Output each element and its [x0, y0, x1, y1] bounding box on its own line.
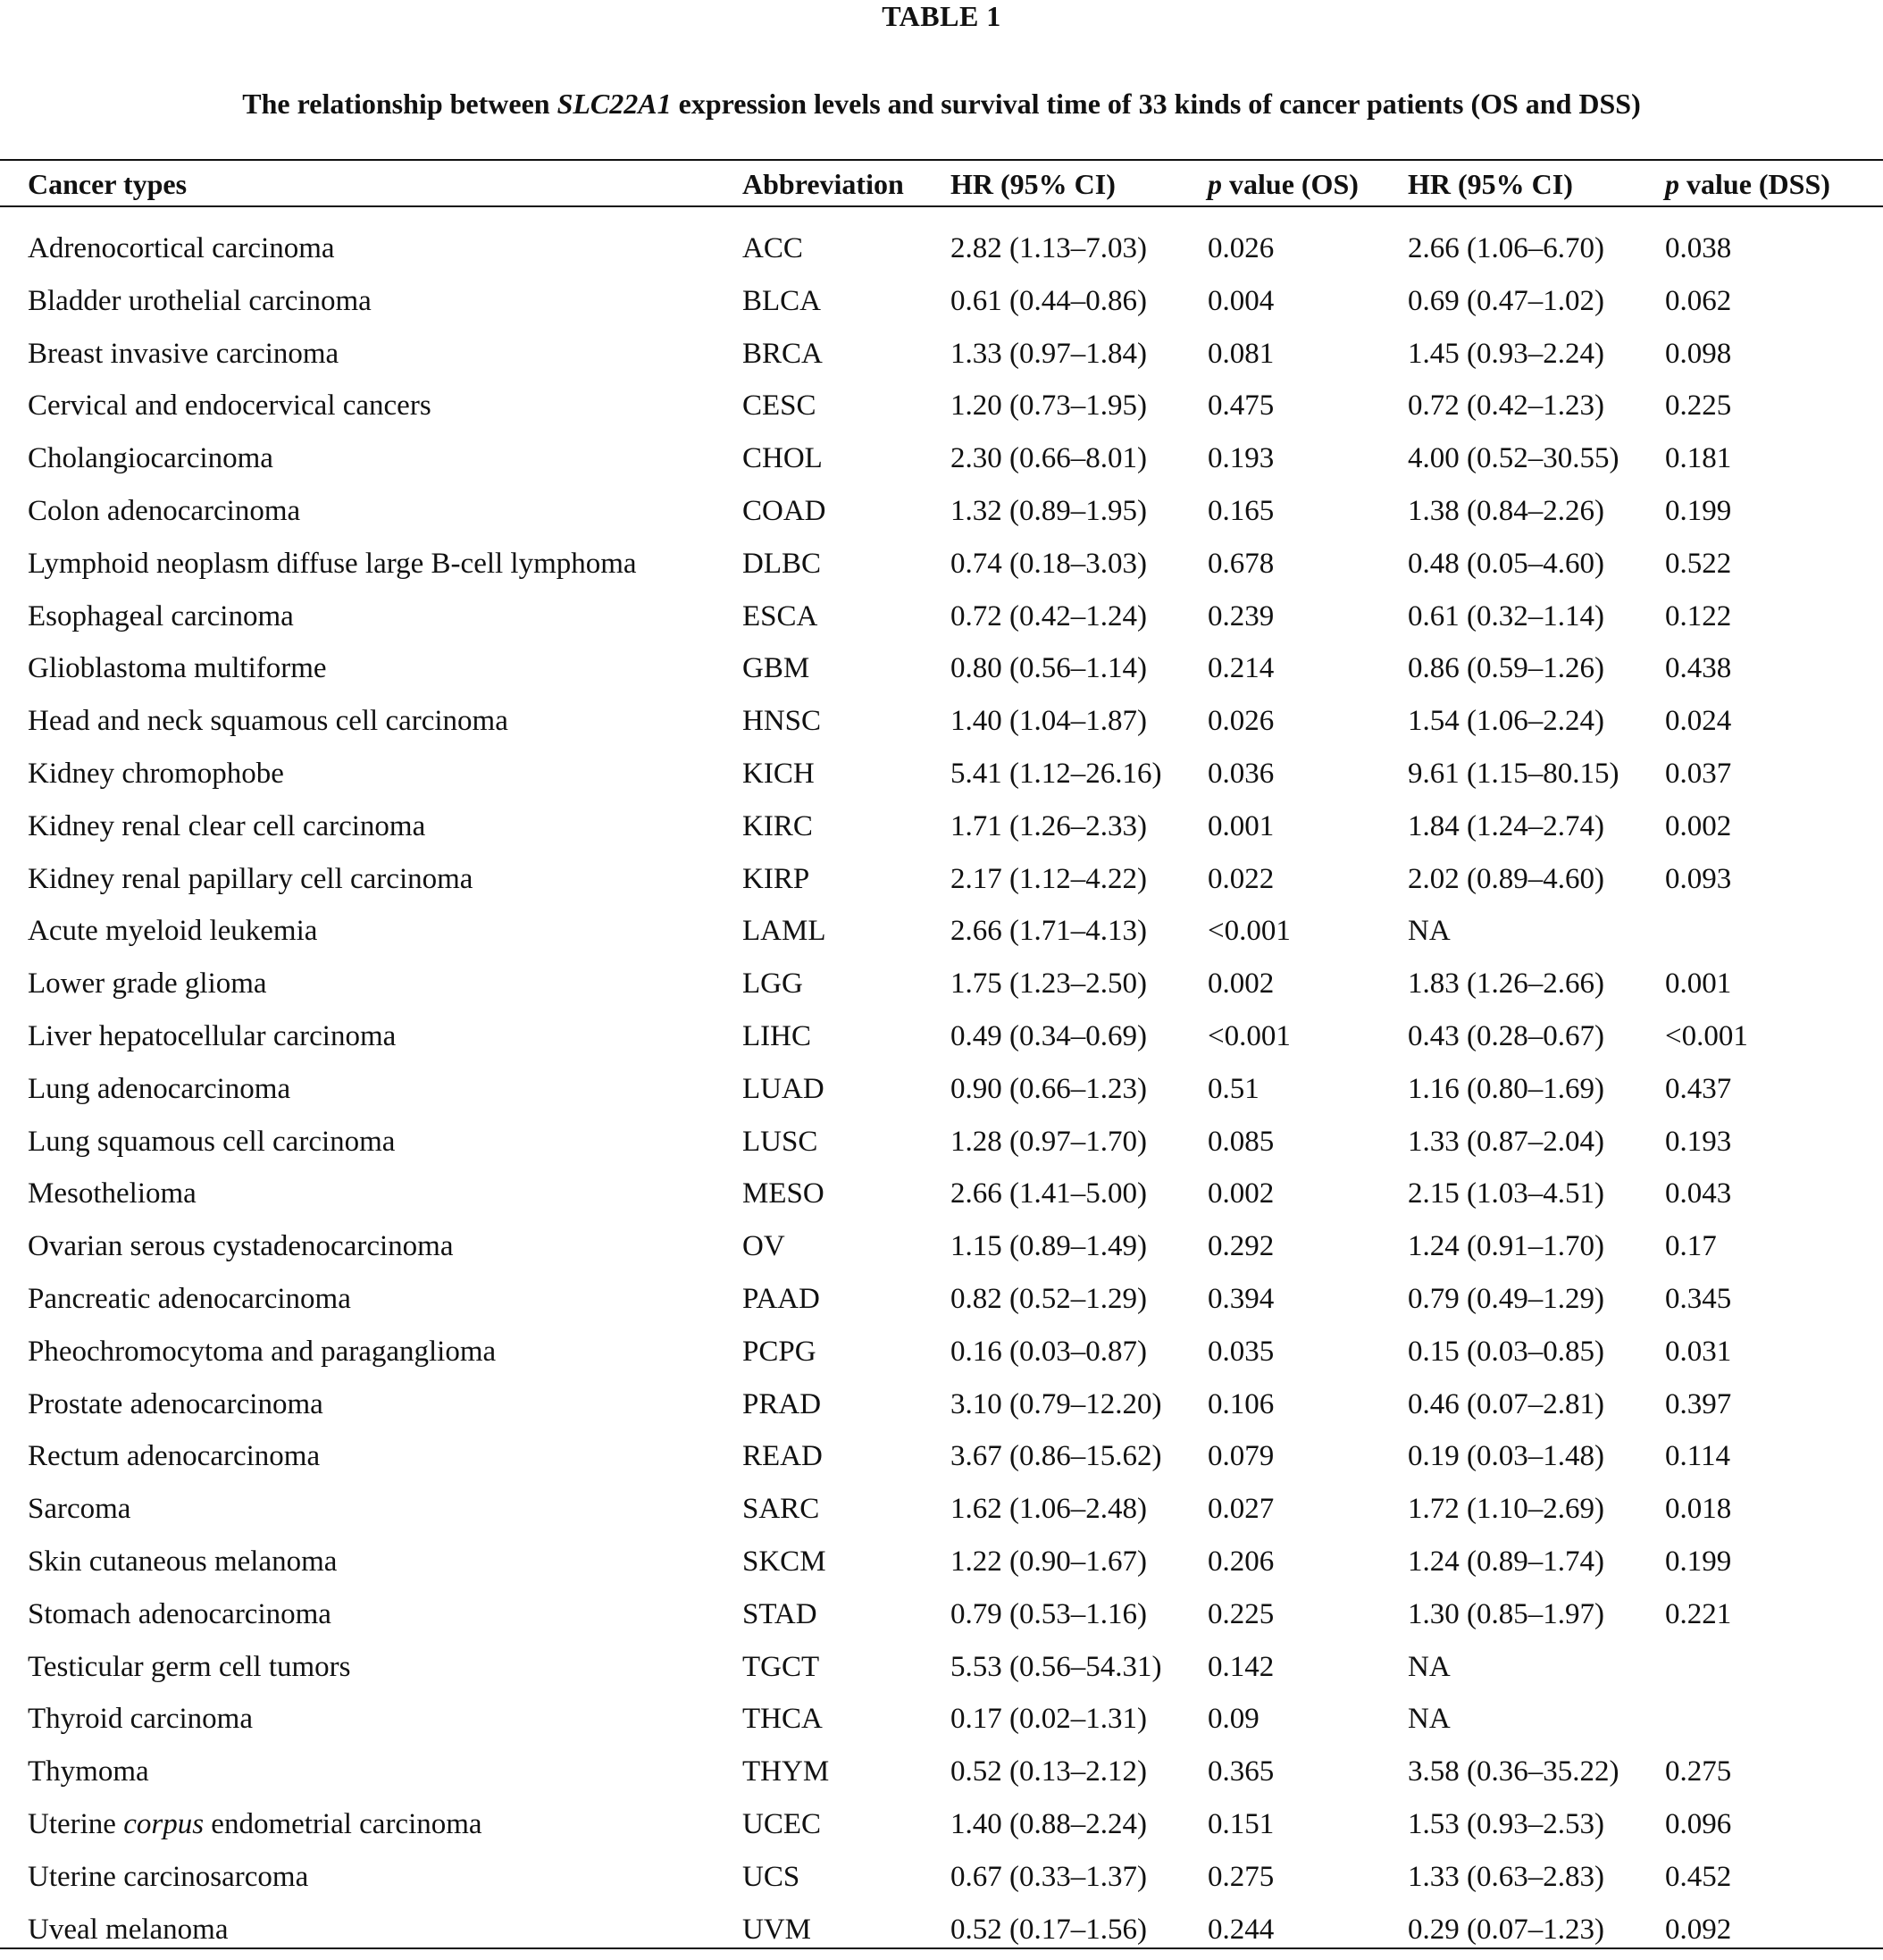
table-row [0, 1908, 1883, 1960]
cancer-type-text: Skin cutaneous melanoma [28, 1545, 337, 1578]
cancer-type-text: Lymphoid neoplasm diffuse large B-cell lymphoma [28, 548, 637, 580]
table-caption [0, 86, 1883, 121]
cell-p-value-dss: 0.093 [1665, 858, 1731, 900]
table-row [0, 280, 1883, 332]
cell-cancer-type [28, 1487, 130, 1530]
cell-abbreviation: LUSC [742, 1120, 817, 1163]
cell-p-value-dss: 0.098 [1665, 332, 1731, 375]
cell-hr-os: 0.52 (0.13–2.12) [950, 1750, 1147, 1793]
cell-abbreviation: CHOL [742, 437, 823, 480]
caption-suffix: expression levels and survival time of 33 kinds of cancer patients (OS and DSS) [672, 88, 1641, 120]
cell-p-value-os: <0.001 [1208, 909, 1291, 952]
header-hr-dss: HR (95% CI) [1408, 164, 1573, 204]
cell-hr-os: 5.41 (1.12–26.16) [950, 752, 1161, 795]
cell-p-value-os: 0.678 [1208, 542, 1274, 585]
table-header-row [0, 164, 1883, 204]
cell-abbreviation: UCS [742, 1855, 799, 1898]
header-p-dss-rest: value (DSS) [1679, 168, 1830, 200]
cell-abbreviation: HNSC [742, 699, 821, 742]
cell-hr-os: 0.17 (0.02–1.31) [950, 1697, 1147, 1740]
cell-p-value-dss: 0.199 [1665, 1540, 1731, 1583]
cell-p-value-dss: 0.345 [1665, 1277, 1731, 1320]
cell-hr-os: 0.16 (0.03–0.87) [950, 1330, 1147, 1373]
cell-p-value-os: 0.002 [1208, 962, 1274, 1005]
cell-p-value-os: 0.214 [1208, 647, 1274, 690]
cell-hr-dss: 2.15 (1.03–4.51) [1408, 1172, 1604, 1215]
header-p-value-os [1208, 164, 1359, 204]
cell-hr-os: 1.71 (1.26–2.33) [950, 805, 1147, 848]
cancer-type-text: Cholangiocarcinoma [28, 442, 273, 474]
cell-hr-os: 3.67 (0.86–15.62) [950, 1435, 1161, 1478]
cell-p-value-os: 0.365 [1208, 1750, 1274, 1793]
table-row [0, 962, 1883, 1015]
cell-cancer-type [28, 1277, 351, 1320]
table-row [0, 542, 1883, 595]
table-row [0, 858, 1883, 910]
cell-cancer-type [28, 227, 335, 270]
cell-cancer-type [28, 647, 327, 690]
cell-hr-os: 1.20 (0.73–1.95) [950, 384, 1147, 427]
cell-cancer-type [28, 384, 431, 427]
cancer-type-text: Rectum adenocarcinoma [28, 1440, 320, 1472]
cell-p-value-os: 0.085 [1208, 1120, 1274, 1163]
cancer-type-text: Ovarian serous cystadenocarcinoma [28, 1230, 453, 1262]
cancer-type-text: Bladder urothelial carcinoma [28, 285, 372, 317]
header-p-os-rest: value (OS) [1222, 168, 1359, 200]
cell-hr-dss: 0.69 (0.47–1.02) [1408, 280, 1604, 322]
cancer-type-text: Lung adenocarcinoma [28, 1073, 290, 1105]
cell-cancer-type [28, 542, 637, 585]
cell-p-value-dss: 0.092 [1665, 1908, 1731, 1951]
cell-hr-os: 0.52 (0.17–1.56) [950, 1908, 1147, 1951]
cancer-type-text: Kidney renal clear cell carcinoma [28, 810, 425, 842]
table-row [0, 1435, 1883, 1487]
cell-hr-os: 0.82 (0.52–1.29) [950, 1277, 1147, 1320]
cell-cancer-type [28, 1435, 320, 1478]
cancer-type-text: Prostate adenocarcinoma [28, 1388, 323, 1420]
cell-hr-os: 0.61 (0.44–0.86) [950, 280, 1147, 322]
table-row [0, 490, 1883, 542]
cell-p-value-os: 0.106 [1208, 1383, 1274, 1426]
table-row [0, 909, 1883, 962]
cell-p-value-dss: 0.096 [1665, 1803, 1731, 1846]
cell-p-value-dss: 0.122 [1665, 595, 1731, 638]
cell-p-value-dss: 0.002 [1665, 805, 1731, 848]
cancer-type-text: Uterine carcinosarcoma [28, 1861, 308, 1893]
cell-p-value-os: 0.151 [1208, 1803, 1274, 1846]
cell-p-value-dss: 0.038 [1665, 227, 1731, 270]
cell-abbreviation: KIRP [742, 858, 809, 900]
table-row [0, 1750, 1883, 1803]
cell-abbreviation: LIHC [742, 1015, 811, 1058]
cell-hr-dss: 0.29 (0.07–1.23) [1408, 1908, 1604, 1951]
cell-p-value-dss: 0.024 [1665, 699, 1731, 742]
cell-p-value-dss: 0.043 [1665, 1172, 1731, 1215]
cell-cancer-type [28, 1330, 496, 1373]
table-header-rule [0, 205, 1883, 207]
cell-hr-os: 1.22 (0.90–1.67) [950, 1540, 1147, 1583]
cell-p-value-dss: 0.001 [1665, 962, 1731, 1005]
cell-hr-dss: 1.72 (1.10–2.69) [1408, 1487, 1604, 1530]
cancer-type-text: Sarcoma [28, 1493, 130, 1525]
cancer-type-text: Mesothelioma [28, 1177, 197, 1210]
cell-hr-dss: 3.58 (0.36–35.22) [1408, 1750, 1619, 1793]
cell-p-value-dss: 0.522 [1665, 542, 1731, 585]
cancer-type-text: Lower grade glioma [28, 967, 267, 1000]
cell-hr-os: 0.72 (0.42–1.24) [950, 595, 1147, 638]
cell-cancer-type [28, 752, 284, 795]
cell-p-value-os: 0.022 [1208, 858, 1274, 900]
header-p-dss-italic: p [1665, 168, 1679, 200]
cell-hr-dss: 9.61 (1.15–80.15) [1408, 752, 1619, 795]
table-row [0, 1803, 1883, 1855]
cell-hr-dss: 1.24 (0.89–1.74) [1408, 1540, 1604, 1583]
cell-p-value-os: 0.004 [1208, 280, 1274, 322]
table-row [0, 1120, 1883, 1173]
cell-hr-dss: 1.16 (0.80–1.69) [1408, 1068, 1604, 1110]
caption-prefix: The relationship between [242, 88, 557, 120]
cell-p-value-os: 0.193 [1208, 437, 1274, 480]
cell-p-value-dss: 0.221 [1665, 1593, 1731, 1636]
cell-hr-os: 0.74 (0.18–3.03) [950, 542, 1147, 585]
cell-p-value-os: 0.09 [1208, 1697, 1260, 1740]
cell-abbreviation: COAD [742, 490, 826, 532]
cell-hr-dss: 1.53 (0.93–2.53) [1408, 1803, 1604, 1846]
cell-p-value-os: 0.027 [1208, 1487, 1274, 1530]
cell-cancer-type [28, 1593, 331, 1636]
table-row [0, 332, 1883, 385]
cell-abbreviation: ESCA [742, 595, 817, 638]
cell-abbreviation: DLBC [742, 542, 821, 585]
cancer-type-text: Kidney renal papillary cell carcinoma [28, 863, 473, 895]
cell-p-value-os: 0.275 [1208, 1855, 1274, 1898]
cell-p-value-os: 0.225 [1208, 1593, 1274, 1636]
cell-hr-dss: 1.30 (0.85–1.97) [1408, 1593, 1604, 1636]
cell-hr-dss: 0.61 (0.32–1.14) [1408, 595, 1604, 638]
cell-cancer-type [28, 1225, 453, 1268]
cell-hr-dss: 1.45 (0.93–2.24) [1408, 332, 1604, 375]
cell-p-value-dss: 0.438 [1665, 647, 1731, 690]
table-row [0, 1015, 1883, 1068]
cell-hr-os: 2.30 (0.66–8.01) [950, 437, 1147, 480]
cell-hr-os: 2.82 (1.13–7.03) [950, 227, 1147, 270]
cell-p-value-os: 0.244 [1208, 1908, 1274, 1951]
cell-hr-dss: 1.33 (0.63–2.83) [1408, 1855, 1604, 1898]
cell-hr-os: 0.90 (0.66–1.23) [950, 1068, 1147, 1110]
table-row [0, 699, 1883, 752]
cell-p-value-dss: 0.17 [1665, 1225, 1717, 1268]
cell-hr-os: 1.15 (0.89–1.49) [950, 1225, 1147, 1268]
cell-p-value-os: 0.394 [1208, 1277, 1274, 1320]
cell-p-value-os: 0.002 [1208, 1172, 1274, 1215]
cell-p-value-dss: 0.181 [1665, 437, 1731, 480]
table-row [0, 227, 1883, 280]
cell-p-value-dss: 0.452 [1665, 1855, 1731, 1898]
cancer-type-text: Colon adenocarcinoma [28, 495, 300, 527]
cell-p-value-dss: 0.114 [1665, 1435, 1730, 1478]
table-row [0, 1225, 1883, 1277]
cell-hr-dss: 1.54 (1.06–2.24) [1408, 699, 1604, 742]
cell-p-value-os: 0.001 [1208, 805, 1274, 848]
cell-abbreviation: SARC [742, 1487, 819, 1530]
cell-hr-os: 2.66 (1.71–4.13) [950, 909, 1147, 952]
cell-cancer-type [28, 699, 508, 742]
table-row [0, 1697, 1883, 1750]
cell-p-value-os: 0.165 [1208, 490, 1274, 532]
cell-abbreviation: LAML [742, 909, 826, 952]
cell-p-value-os: 0.475 [1208, 384, 1274, 427]
cell-p-value-dss: 0.037 [1665, 752, 1731, 795]
cell-abbreviation: THYM [742, 1750, 829, 1793]
cell-hr-os: 2.66 (1.41–5.00) [950, 1172, 1147, 1215]
cancer-type-text: Uterine [28, 1808, 123, 1840]
cell-hr-os: 2.17 (1.12–4.22) [950, 858, 1147, 900]
table-row [0, 805, 1883, 858]
table-row [0, 1855, 1883, 1908]
cell-abbreviation: THCA [742, 1697, 823, 1740]
cell-abbreviation: SKCM [742, 1540, 826, 1583]
table-row [0, 647, 1883, 699]
cell-abbreviation: CESC [742, 384, 816, 427]
cell-abbreviation: BRCA [742, 332, 823, 375]
cell-hr-os: 1.33 (0.97–1.84) [950, 332, 1147, 375]
cell-hr-dss: NA [1408, 1646, 1451, 1688]
cancer-type-text: Pancreatic adenocarcinoma [28, 1283, 351, 1315]
table-body [0, 227, 1883, 1960]
cell-hr-dss: 0.15 (0.03–0.85) [1408, 1330, 1604, 1373]
header-abbreviation: Abbreviation [742, 164, 904, 204]
cell-hr-os: 1.28 (0.97–1.70) [950, 1120, 1147, 1163]
cell-cancer-type [28, 1172, 197, 1215]
cell-abbreviation: GBM [742, 647, 809, 690]
cell-cancer-type [28, 1750, 149, 1793]
cell-hr-dss: 0.48 (0.05–4.60) [1408, 542, 1604, 585]
cell-hr-os: 1.40 (0.88–2.24) [950, 1803, 1147, 1846]
cell-abbreviation: ACC [742, 227, 803, 270]
cell-p-value-os: <0.001 [1208, 1015, 1291, 1058]
cell-abbreviation: PAAD [742, 1277, 820, 1320]
cell-abbreviation: KICH [742, 752, 815, 795]
cell-cancer-type [28, 1540, 337, 1583]
cell-cancer-type [28, 1015, 396, 1058]
cell-cancer-type [28, 1646, 351, 1688]
cell-p-value-dss: 0.018 [1665, 1487, 1731, 1530]
cell-p-value-os: 0.292 [1208, 1225, 1274, 1268]
cell-abbreviation: READ [742, 1435, 823, 1478]
cell-cancer-type [28, 1120, 395, 1163]
table-row [0, 1487, 1883, 1540]
cell-p-value-os: 0.51 [1208, 1068, 1260, 1110]
cancer-type-text: Thymoma [28, 1755, 149, 1788]
cell-cancer-type [28, 332, 339, 375]
header-cancer-types: Cancer types [28, 164, 187, 204]
cell-hr-dss: 0.72 (0.42–1.23) [1408, 384, 1604, 427]
cell-abbreviation: STAD [742, 1593, 817, 1636]
cell-hr-dss: 0.19 (0.03–1.48) [1408, 1435, 1604, 1478]
cell-p-value-os: 0.206 [1208, 1540, 1274, 1583]
cell-p-value-os: 0.081 [1208, 332, 1274, 375]
table-row [0, 1593, 1883, 1646]
cell-p-value-dss: 0.397 [1665, 1383, 1731, 1426]
cell-abbreviation: OV [742, 1225, 785, 1268]
cell-p-value-os: 0.142 [1208, 1646, 1274, 1688]
table-row [0, 1330, 1883, 1383]
cell-hr-os: 5.53 (0.56–54.31) [950, 1646, 1161, 1688]
cell-cancer-type [28, 437, 273, 480]
cell-p-value-os: 0.035 [1208, 1330, 1274, 1373]
cell-p-value-dss: 0.062 [1665, 280, 1731, 322]
cell-cancer-type [28, 805, 425, 848]
cell-hr-os: 1.62 (1.06–2.48) [950, 1487, 1147, 1530]
cell-hr-dss: 0.46 (0.07–2.81) [1408, 1383, 1604, 1426]
cell-hr-dss: 0.86 (0.59–1.26) [1408, 647, 1604, 690]
cell-cancer-type [28, 1383, 323, 1426]
cell-abbreviation: LGG [742, 962, 803, 1005]
cancer-type-text: Esophageal carcinoma [28, 600, 294, 632]
cancer-type-text: Glioblastoma multiforme [28, 652, 327, 684]
header-hr-os: HR (95% CI) [950, 164, 1116, 204]
cancer-type-text: Cervical and endocervical cancers [28, 389, 431, 422]
cancer-type-text: Liver hepatocellular carcinoma [28, 1020, 396, 1052]
cell-hr-dss: NA [1408, 1697, 1451, 1740]
table-row [0, 1277, 1883, 1330]
cell-cancer-type [28, 595, 294, 638]
cell-cancer-type [28, 490, 300, 532]
cancer-type-text: Kidney chromophobe [28, 758, 284, 790]
cell-hr-dss: 1.24 (0.91–1.70) [1408, 1225, 1604, 1268]
cell-cancer-type [28, 1908, 229, 1951]
table-row [0, 752, 1883, 805]
cell-cancer-type [28, 1697, 253, 1740]
table-row [0, 1646, 1883, 1698]
cell-cancer-type [28, 962, 267, 1005]
cell-p-value-os: 0.239 [1208, 595, 1274, 638]
cancer-type-text: Pheochromocytoma and paraganglioma [28, 1336, 496, 1368]
table-label: TABLE 1 [0, 0, 1883, 32]
cell-hr-dss: 1.84 (1.24–2.74) [1408, 805, 1604, 848]
cell-hr-dss: 2.02 (0.89–4.60) [1408, 858, 1604, 900]
table-row [0, 1068, 1883, 1120]
table-row [0, 1383, 1883, 1436]
caption-gene-name: SLC22A1 [557, 88, 672, 120]
cancer-type-text: Adrenocortical carcinoma [28, 232, 335, 264]
cell-p-value-dss: 0.437 [1665, 1068, 1731, 1110]
cell-hr-dss: 1.33 (0.87–2.04) [1408, 1120, 1604, 1163]
cell-hr-os: 0.49 (0.34–0.69) [950, 1015, 1147, 1058]
cell-p-value-dss: 0.193 [1665, 1120, 1731, 1163]
cell-p-value-os: 0.036 [1208, 752, 1274, 795]
cancer-type-text: Stomach adenocarcinoma [28, 1598, 331, 1630]
cell-cancer-type [28, 858, 473, 900]
cell-hr-dss: 0.43 (0.28–0.67) [1408, 1015, 1604, 1058]
table-top-rule [0, 159, 1883, 161]
cell-hr-os: 1.40 (1.04–1.87) [950, 699, 1147, 742]
cell-p-value-os: 0.026 [1208, 227, 1274, 270]
cell-hr-os: 1.32 (0.89–1.95) [950, 490, 1147, 532]
cell-p-value-dss: 0.031 [1665, 1330, 1731, 1373]
cancer-type-text: Lung squamous cell carcinoma [28, 1126, 395, 1158]
cell-hr-dss: 0.79 (0.49–1.29) [1408, 1277, 1604, 1320]
cell-p-value-os: 0.026 [1208, 699, 1274, 742]
cell-p-value-os: 0.079 [1208, 1435, 1274, 1478]
cell-abbreviation: UCEC [742, 1803, 821, 1846]
cell-abbreviation: BLCA [742, 280, 821, 322]
cell-abbreviation: UVM [742, 1908, 811, 1951]
cell-hr-dss: 1.38 (0.84–2.26) [1408, 490, 1604, 532]
cell-hr-os: 0.79 (0.53–1.16) [950, 1593, 1147, 1636]
cell-abbreviation: LUAD [742, 1068, 824, 1110]
cell-hr-os: 0.67 (0.33–1.37) [950, 1855, 1147, 1898]
cancer-type-text: Head and neck squamous cell carcinoma [28, 705, 508, 737]
cell-hr-os: 3.10 (0.79–12.20) [950, 1383, 1161, 1426]
table-bottom-rule [0, 1947, 1883, 1949]
cell-p-value-dss: 0.275 [1665, 1750, 1731, 1793]
cancer-type-text-tail: endometrial carcinoma [204, 1808, 482, 1840]
cancer-type-text: Uveal melanoma [28, 1914, 229, 1946]
cell-p-value-dss: <0.001 [1665, 1015, 1748, 1058]
cancer-type-text: Testicular germ cell tumors [28, 1651, 351, 1683]
cell-abbreviation: PCPG [742, 1330, 816, 1373]
table-row [0, 595, 1883, 648]
cell-p-value-dss: 0.225 [1665, 384, 1731, 427]
cell-abbreviation: TGCT [742, 1646, 819, 1688]
cell-hr-os: 1.75 (1.23–2.50) [950, 962, 1147, 1005]
cell-cancer-type [28, 909, 317, 952]
cell-abbreviation: KIRC [742, 805, 813, 848]
cell-hr-dss: 1.83 (1.26–2.66) [1408, 962, 1604, 1005]
cell-hr-dss: 4.00 (0.52–30.55) [1408, 437, 1619, 480]
cell-abbreviation: PRAD [742, 1383, 821, 1426]
header-p-value-dss [1665, 164, 1830, 204]
table-row [0, 437, 1883, 490]
table-row [0, 1172, 1883, 1225]
cancer-type-text: Thyroid carcinoma [28, 1703, 253, 1735]
cell-abbreviation: MESO [742, 1172, 824, 1215]
cell-cancer-type [28, 1855, 308, 1898]
cancer-type-italic-text: corpus [123, 1808, 204, 1840]
cell-hr-os: 0.80 (0.56–1.14) [950, 647, 1147, 690]
header-p-os-italic: p [1208, 168, 1222, 200]
cancer-type-text: Acute myeloid leukemia [28, 915, 317, 947]
cancer-type-text: Breast invasive carcinoma [28, 338, 339, 370]
cell-cancer-type [28, 1803, 482, 1846]
cell-hr-dss: NA [1408, 909, 1451, 952]
cell-hr-dss: 2.66 (1.06–6.70) [1408, 227, 1604, 270]
cell-cancer-type [28, 1068, 290, 1110]
cell-cancer-type [28, 280, 372, 322]
cell-p-value-dss: 0.199 [1665, 490, 1731, 532]
table-row [0, 1540, 1883, 1593]
table-row [0, 384, 1883, 437]
